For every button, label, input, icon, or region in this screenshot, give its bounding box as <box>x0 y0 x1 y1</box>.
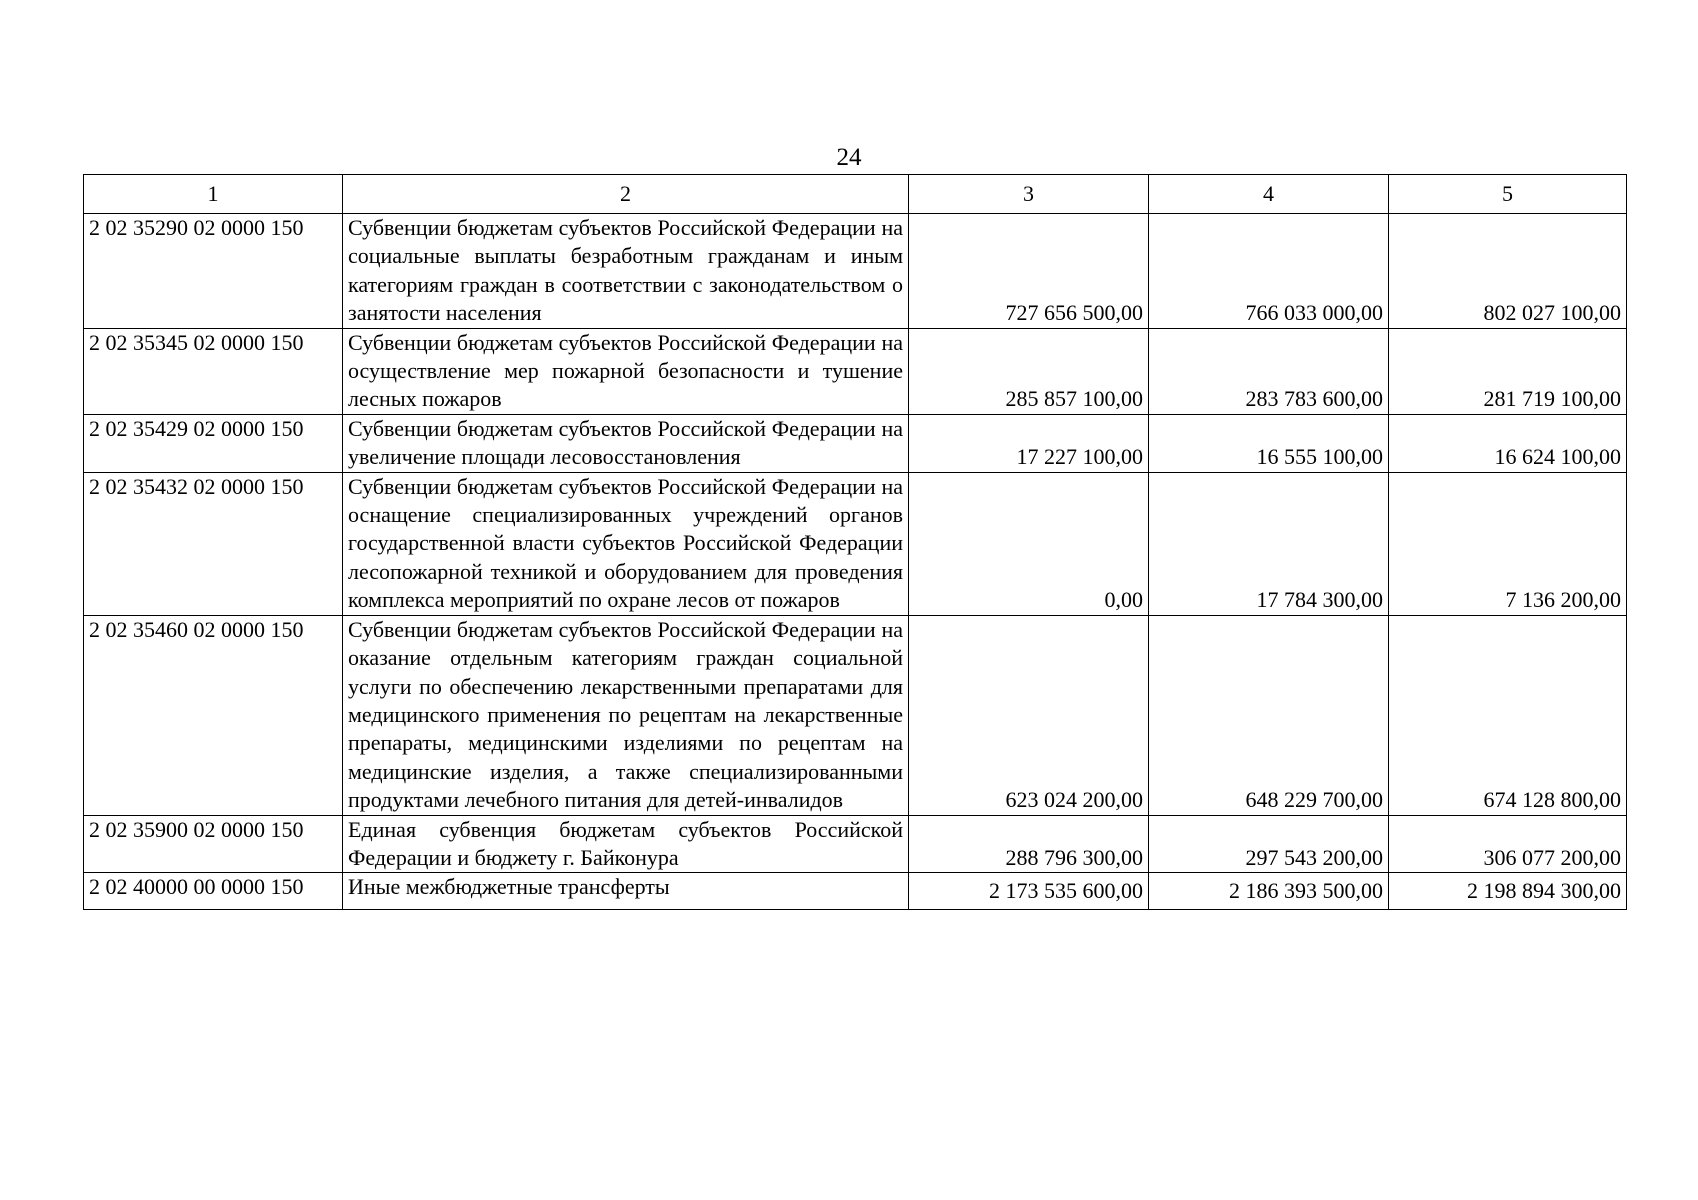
row-description: Субвенции бюджетам субъектов Российской Федерации на оказание отдельным категориям граждан социальной услуги по обеспечению лекарственными препаратами для медицинского применения по рецептам на лекарственные препараты, медицинскими изделиями по рецептам на медицинские изделия, а также специализированными продуктами лечебного питания для детей-инвалидов <box>343 615 909 815</box>
row-value-col4: 297 543 200,00 <box>1149 815 1389 873</box>
table-row <box>84 615 1627 815</box>
budget-table <box>83 174 1627 910</box>
row-value-col4: 16 555 100,00 <box>1149 414 1389 472</box>
row-value-col4: 648 229 700,00 <box>1149 615 1389 815</box>
row-code: 2 02 35460 02 0000 150 <box>84 615 343 815</box>
row-code: 2 02 35290 02 0000 150 <box>84 214 343 329</box>
row-value-col3: 2 173 535 600,00 <box>909 873 1149 910</box>
row-value-col5: 16 624 100,00 <box>1389 414 1627 472</box>
header-col-2: 2 <box>343 175 909 214</box>
row-value-col3: 623 024 200,00 <box>909 615 1149 815</box>
row-description: Субвенции бюджетам субъектов Российской Федерации на оснащение специализированных учреждений органов государственной власти субъектов Российской Федерации лесопожарной техникой и оборудованием для проведения комплекса мероприятий по охране лесов от пожаров <box>343 472 909 615</box>
row-value-col5: 674 128 800,00 <box>1389 615 1627 815</box>
row-value-col5: 802 027 100,00 <box>1389 214 1627 329</box>
row-value-col3: 288 796 300,00 <box>909 815 1149 873</box>
row-description: Субвенции бюджетам субъектов Российской Федерации на увеличение площади лесовосстановления <box>343 414 909 472</box>
row-value-col5: 2 198 894 300,00 <box>1389 873 1627 910</box>
table-row <box>84 214 1627 329</box>
header-col-3: 3 <box>909 175 1149 214</box>
page-number: 24 <box>836 144 862 171</box>
row-value-col3: 17 227 100,00 <box>909 414 1149 472</box>
row-value-col3: 0,00 <box>909 472 1149 615</box>
row-code: 2 02 35432 02 0000 150 <box>84 472 343 615</box>
table-row <box>84 472 1627 615</box>
table-row <box>84 328 1627 414</box>
row-value-col5: 306 077 200,00 <box>1389 815 1627 873</box>
row-value-col4: 766 033 000,00 <box>1149 214 1389 329</box>
row-value-col3: 285 857 100,00 <box>909 328 1149 414</box>
table-header-row <box>84 175 1627 214</box>
header-col-1: 1 <box>84 175 343 214</box>
row-code: 2 02 40000 00 0000 150 <box>84 873 343 910</box>
row-code: 2 02 35345 02 0000 150 <box>84 328 343 414</box>
row-value-col4: 2 186 393 500,00 <box>1149 873 1389 910</box>
table-row <box>84 873 1627 910</box>
row-code: 2 02 35900 02 0000 150 <box>84 815 343 873</box>
header-col-4: 4 <box>1149 175 1389 214</box>
row-description: Субвенции бюджетам субъектов Российской Федерации на осуществление мер пожарной безопасности и тушение лесных пожаров <box>343 328 909 414</box>
row-value-col5: 281 719 100,00 <box>1389 328 1627 414</box>
row-value-col5: 7 136 200,00 <box>1389 472 1627 615</box>
table-row <box>84 414 1627 472</box>
row-description: Иные межбюджетные трансферты <box>343 873 909 910</box>
row-value-col4: 17 784 300,00 <box>1149 472 1389 615</box>
row-value-col4: 283 783 600,00 <box>1149 328 1389 414</box>
header-col-5: 5 <box>1389 175 1627 214</box>
table-row <box>84 815 1627 873</box>
row-code: 2 02 35429 02 0000 150 <box>84 414 343 472</box>
row-description: Субвенции бюджетам субъектов Российской Федерации на социальные выплаты безработным гражданам и иным категориям граждан в соответствии с законодательством о занятости населения <box>343 214 909 329</box>
row-value-col3: 727 656 500,00 <box>909 214 1149 329</box>
row-description: Единая субвенция бюджетам субъектов Российской Федерации и бюджету г. Байконура <box>343 815 909 873</box>
